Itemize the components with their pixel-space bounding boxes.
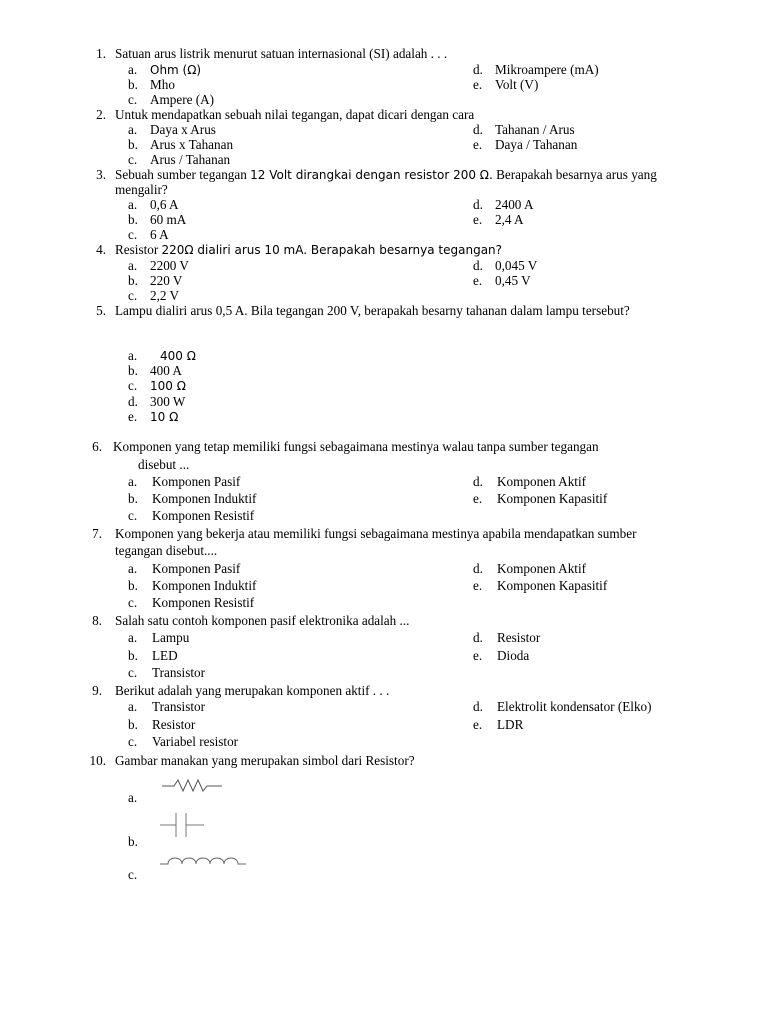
option-b: b. 220 V xyxy=(128,273,183,288)
option-d: d. Komponen Aktif xyxy=(473,561,587,576)
option-e: e. 0,45 V xyxy=(473,273,531,288)
question-number: 6. xyxy=(92,439,102,454)
option-c: c. 2,2 V xyxy=(128,288,180,303)
option-d: d. 2400 A xyxy=(473,197,534,212)
option-e: e. Volt (V) xyxy=(473,77,539,92)
option-e: e. LDR xyxy=(473,717,524,732)
option-a: a. Lampu xyxy=(128,630,190,645)
option-b: b. 400 A xyxy=(128,363,182,378)
option-c-letter: c. xyxy=(128,867,138,882)
option-b: b. Komponen Induktif xyxy=(128,491,257,506)
option-b: b. LED xyxy=(128,648,178,663)
question-text-continued: disebut ... xyxy=(138,457,190,472)
resistor-symbol-icon xyxy=(162,778,224,792)
option-a: a. Komponen Pasif xyxy=(128,474,241,489)
option-c: c. Arus / Tahanan xyxy=(128,152,231,167)
question-text: Satuan arus listrik menurut satuan internasional (SI) adalah . . . xyxy=(115,46,448,61)
question-text: Lampu dialiri arus 0,5 A. Bila tegangan 200 V, berapakah besarny tahanan dalam lampu tersebut? xyxy=(115,303,630,318)
option-e: e. 10 Ω xyxy=(128,409,179,424)
question-text-continued: mengalir? xyxy=(115,182,168,197)
option-c: c. 100 Ω xyxy=(128,378,186,393)
question-number: 2. xyxy=(96,107,106,122)
option-b: b. Mho xyxy=(128,77,175,92)
option-e: e. Komponen Kapasitif xyxy=(473,491,608,506)
question-text: Komponen yang bekerja atau memiliki fungsi sebagaimana mestinya apabila mendapatkan sumber xyxy=(115,526,637,541)
capacitor-symbol-icon xyxy=(160,811,206,839)
option-a: a. 2200 V xyxy=(128,258,189,273)
option-d: d. 300 W xyxy=(128,394,186,409)
option-e: e. Dioda xyxy=(473,648,530,663)
option-d: d. 0,045 V xyxy=(473,258,538,273)
option-b: b. 60 mA xyxy=(128,212,187,227)
option-c: c. Variabel resistor xyxy=(128,734,239,749)
option-a: a. Ohm (Ω) xyxy=(128,62,202,77)
option-c: c. Komponen Resistif xyxy=(128,508,255,523)
question-number: 4. xyxy=(96,242,106,257)
question-text: Resistor 220Ω dialiri arus 10 mA. Berapakah besarnya tegangan? xyxy=(115,242,503,257)
option-d: d. Mikroampere (mA) xyxy=(473,62,599,77)
option-e: e. 2,4 A xyxy=(473,212,524,227)
option-b: b. Komponen Induktif xyxy=(128,578,257,593)
option-b: b. Arus x Tahanan xyxy=(128,137,234,152)
question-text: Untuk mendapatkan sebuah nilai tegangan, dapat dicari dengan cara xyxy=(115,107,475,122)
question-number: 10. xyxy=(89,753,106,768)
question-number: 5. xyxy=(96,303,106,318)
option-d: d. Tahanan / Arus xyxy=(473,122,575,137)
option-a-letter: a. xyxy=(128,790,138,805)
option-e: e. Komponen Kapasitif xyxy=(473,578,608,593)
option-a: a. Komponen Pasif xyxy=(128,561,241,576)
question-text: Sebuah sumber tegangan 12 Volt dirangkai dengan resistor 200 Ω. Berapakah besarnya arus yang xyxy=(115,167,657,182)
question-number: 9. xyxy=(92,683,102,698)
question-number: 8. xyxy=(92,613,102,628)
option-a: a. Daya x Arus xyxy=(128,122,216,137)
option-a: a. Transistor xyxy=(128,699,206,714)
inductor-symbol-icon xyxy=(160,853,248,867)
option-e: e. Daya / Tahanan xyxy=(473,137,578,152)
option-a: a. 400 Ω xyxy=(128,348,196,363)
option-b: b. Resistor xyxy=(128,717,196,732)
question-number: 1. xyxy=(96,46,106,61)
option-c: c. Ampere (A) xyxy=(128,92,215,107)
option-d: d. Komponen Aktif xyxy=(473,474,587,489)
option-b-letter: b. xyxy=(128,834,138,849)
option-c: c. Komponen Resistif xyxy=(128,595,255,610)
question-text: Salah satu contoh komponen pasif elektronika adalah ... xyxy=(115,613,410,628)
option-c: c. 6 A xyxy=(128,227,169,242)
question-text: Berikut adalah yang merupakan komponen aktif . . . xyxy=(115,683,390,698)
question-text-continued: tegangan disebut.... xyxy=(115,543,218,558)
question-number: 3. xyxy=(96,167,106,182)
option-a: a. 0,6 A xyxy=(128,197,179,212)
option-d: d. Resistor xyxy=(473,630,541,645)
option-d: d. Elektrolit kondensator (Elko) xyxy=(473,699,652,714)
question-text: Gambar manakan yang merupakan simbol dari Resistor? xyxy=(115,753,415,768)
question-text: Komponen yang tetap memiliki fungsi sebagaimana mestinya walau tanpa sumber tegangan xyxy=(113,439,599,454)
option-c: c. Transistor xyxy=(128,665,206,680)
question-number: 7. xyxy=(92,526,102,541)
